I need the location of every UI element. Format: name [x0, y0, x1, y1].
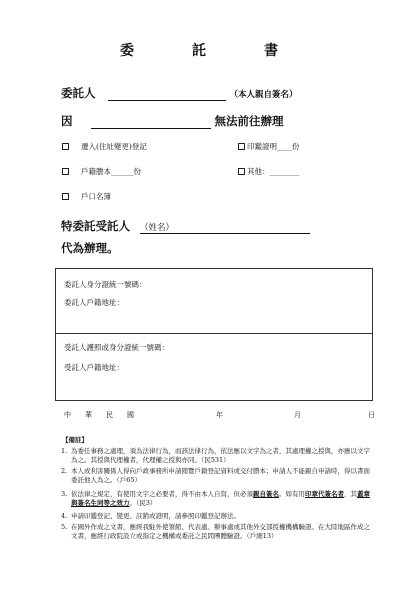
agent-name-line[interactable] — [140, 221, 310, 234]
checkbox[interactable] — [238, 168, 245, 175]
note-text-part: ，其 — [344, 490, 357, 498]
option-label: 戶籍謄本______份 — [81, 167, 141, 176]
agent-suffix: 代為辦理。 — [61, 241, 119, 255]
principal-label: 委託人 — [61, 86, 96, 100]
note-text-part: 。（民3） — [129, 499, 157, 507]
agent-info-box — [55, 333, 373, 401]
note-number: 3. — [61, 490, 68, 498]
principal-row — [61, 85, 298, 101]
checkbox[interactable] — [62, 193, 69, 200]
notes-header: 【備註】 — [62, 436, 88, 444]
principal-note: （本人親自簽名） — [229, 90, 298, 100]
principal-address-field[interactable]: 委託人戶籍地址： — [64, 298, 124, 307]
date-day: 日 — [368, 411, 375, 419]
option-label: 遷入(住址變更)登記 — [81, 142, 147, 151]
checkbox[interactable] — [238, 143, 245, 150]
note-number: 4. — [61, 512, 68, 520]
note-item — [61, 447, 373, 465]
option-household-book[interactable] — [62, 191, 111, 202]
date-month: 月 — [294, 411, 301, 419]
note-text — [71, 490, 373, 508]
agent-id-field[interactable]: 受託人護照或身分證統一號碼： — [64, 343, 169, 352]
note-emphasis: 親自簽名 — [253, 490, 279, 498]
option-other[interactable] — [238, 166, 300, 177]
option-residence-change[interactable] — [62, 141, 147, 152]
note-item — [61, 467, 373, 485]
note-text: 為委任事務之處理，須為法律行為，而該法律行為，依法應以文字為之者，其處理權之授與，亦應以文字為之。其授與代理權者，代理權之授與亦同。（民531） — [71, 447, 370, 464]
note-number: 1. — [61, 447, 68, 455]
principal-signature-line[interactable] — [108, 100, 226, 101]
note-emphasis: 印章代簽名者 — [305, 490, 344, 498]
principal-id-field[interactable]: 委託人身分證統一號碼： — [64, 280, 147, 289]
reason-suffix: 無法前往辦理 — [214, 114, 284, 128]
reason-label: 因 — [61, 114, 73, 128]
note-item — [61, 523, 373, 541]
reason-line[interactable] — [91, 128, 211, 129]
date-era: 中 華 民 國 — [64, 411, 134, 419]
note-item — [61, 512, 373, 521]
date-year: 年 — [216, 411, 223, 419]
option-label: 戶口名簿 — [81, 192, 111, 201]
note-text: 本人或利害關係人得向戶政事務所申請閱覽戶籍登記資料或交付謄本；申請人不能親自申請時，得以書面委託他人為之。（戶65） — [71, 467, 370, 484]
note-number: 2. — [61, 467, 68, 475]
reason-row — [61, 113, 284, 129]
option-label: 其他：________ — [247, 167, 300, 176]
note-number: 5. — [61, 523, 68, 531]
option-label: 印鑑證明____份 — [247, 142, 300, 151]
note-text: 在國外作成之文書，應經我駐外使領館、代表處、辦事處或其他外交部授權機構驗證。在大陸地區作成之文書，應經行政院設立或指定之機構或委託之民間團體驗證。（戶細13） — [71, 523, 370, 540]
note-text-part: 依法律之規定，有使用文字之必要者，得不由本人自寫，但必須 — [71, 490, 253, 498]
note-emphasis: 蓋章與簽名生同等之效力 — [71, 490, 370, 507]
agent-name-note: （姓名） — [140, 223, 175, 233]
option-seal-certificate[interactable] — [238, 141, 300, 152]
note-text-part: 。如有用 — [279, 490, 305, 498]
principal-info-box — [55, 268, 373, 334]
document-title: 委 託 書 — [120, 43, 300, 59]
note-text: 申請印鑑登記、變更、註銷或證明，請參照印鑑登記辦法。 — [71, 512, 240, 520]
checkbox[interactable] — [62, 168, 69, 175]
checkbox[interactable] — [62, 143, 69, 150]
agent-label: 特委託受託人 — [61, 219, 130, 233]
option-household-transcript[interactable] — [62, 166, 141, 177]
agent-address-field[interactable]: 受託人戶籍地址： — [64, 363, 124, 372]
agent-row — [61, 218, 310, 234]
note-item — [61, 490, 373, 508]
